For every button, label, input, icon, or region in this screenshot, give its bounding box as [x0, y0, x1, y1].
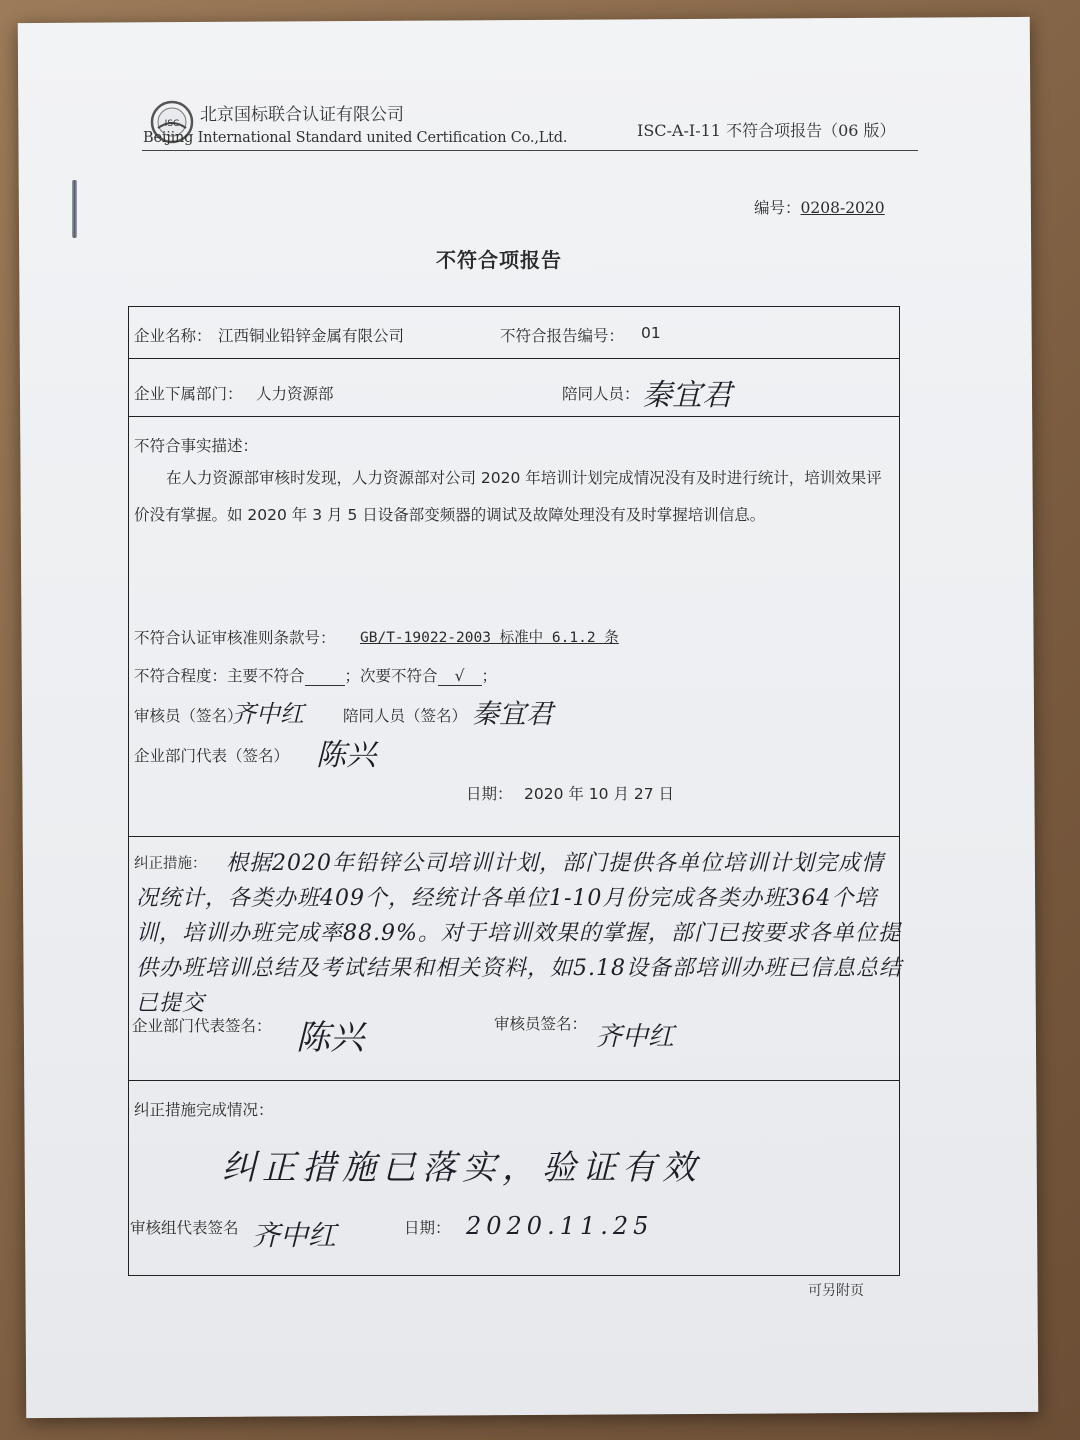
completion-date: 2020.11.25 [466, 1212, 654, 1240]
team-signature: 齐中红 [252, 1219, 337, 1252]
row-divider [128, 836, 900, 837]
accompany-signature: 秦宜君 [642, 378, 732, 413]
auditor-signature: 齐中红 [232, 700, 304, 728]
department-label: 企业下属部门： [134, 385, 243, 403]
svg-text:ISC: ISC [164, 119, 180, 129]
facts-date-label: 日期： [466, 785, 513, 803]
row-divider [128, 1080, 900, 1081]
corrective-auditor-signature: 齐中红 [596, 1022, 675, 1052]
corrective-rep-signature: 陈兴 [296, 1018, 364, 1058]
accompany-label: 陪同人员： [562, 385, 640, 403]
facts-date: 2020 年 10 月 27 日 [524, 785, 675, 803]
corrective-rep-label: 企业部门代表签名： [132, 1017, 272, 1035]
report-no-label: 不符合报告编号： [500, 327, 625, 345]
facts-text: 在人力资源部审核时发现，人力资源部对公司 2020 年培训计划完成情况没有及时进行统计，培训效果评价没有掌握。如 2020 年 3 月 5 日设备部变频器的调试及故障处理没有及时掌握培训信息。 [134, 469, 882, 524]
corrective-auditor-label: 审核员签名： [494, 1015, 588, 1033]
corrective-text: 根据2020年铅锌公司培训计划，部门提供各单位培训计划完成情况统计，各类办班409个，经统计各单位1-10月份完成各类办班364个培训，培训办班完成率88.9%。对于培训效果的掌握，部门已按要求各单位提供办班培训总结及考试结果和相关资料，如5.18设备部培训办班已信息总结已提交 [136, 851, 902, 1016]
corrective-label: 纠正措施： [134, 856, 207, 872]
serial-label: 编号： [754, 199, 801, 217]
department-name: 人力资源部 [256, 385, 334, 403]
serial-number [754, 196, 885, 218]
company-name: 江西铜业铅锌金属有限公司 [218, 327, 405, 345]
accompany-sign-signature: 秦宜君 [472, 699, 553, 730]
completion-date-label: 日期： [404, 1219, 451, 1237]
header-divider [142, 150, 918, 151]
rep-sign-label: 企业部门代表（签名） [134, 747, 290, 765]
completion-text: 纠正措施已落实，验证有效 [222, 1148, 702, 1188]
degree-major-label: 不符合程度：主要不符合 [134, 667, 305, 685]
org-name-cn: 北京国标联合认证有限公司 [200, 105, 404, 125]
completion-label: 纠正措施完成情况： [134, 1101, 274, 1119]
org-name-en: Beijing International Standard united Certification Co.,Ltd. [143, 130, 568, 146]
report-no: 01 [641, 324, 661, 342]
form-code: ISC-A-I-11 不符合项报告（06 版） [637, 121, 896, 140]
degree-label [134, 664, 497, 686]
serial-value: 0208-2020 [800, 199, 885, 217]
degree-minor-label: ；次要不符合 [344, 667, 438, 685]
rep-signature: 陈兴 [316, 738, 376, 773]
degree-end: ； [481, 667, 498, 685]
clause-value: GB/T-19022-2003 标准中 6.1.2 条 [360, 630, 619, 646]
team-sign-label: 审核组代表签名 [130, 1219, 239, 1237]
auditor-sign-label: 审核员（签名） [134, 707, 243, 725]
facts-label: 不符合事实描述： [134, 437, 259, 455]
degree-major-blank [305, 667, 345, 686]
staple-icon [72, 180, 77, 238]
accompany-sign-label: 陪同人员（签名） [343, 707, 468, 725]
clause-label: 不符合认证审核准则条款号： [134, 629, 336, 647]
degree-minor-mark: √ [438, 667, 482, 686]
company-label: 企业名称： [134, 327, 212, 345]
footer-note: 可另附页 [808, 1283, 864, 1299]
row-divider [128, 358, 900, 359]
document-title: 不符合项报告 [436, 248, 562, 272]
row-divider [128, 416, 900, 417]
